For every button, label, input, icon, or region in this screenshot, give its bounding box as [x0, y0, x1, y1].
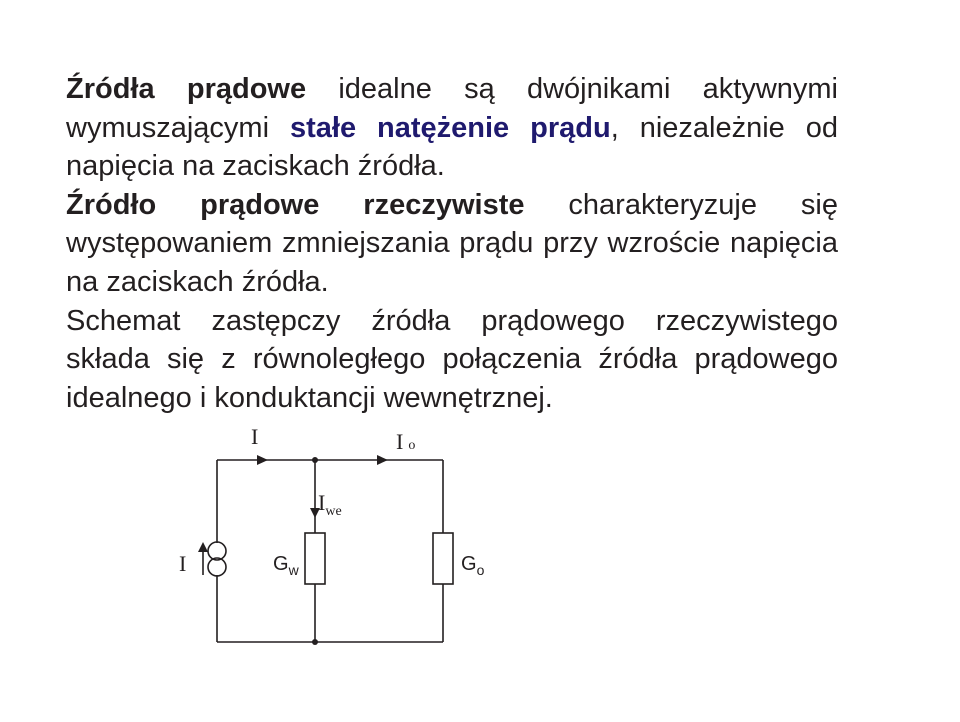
junction-top [312, 457, 318, 463]
arrow-current-i-top [257, 455, 268, 465]
label-conductance-gw [273, 553, 300, 578]
paragraph-1-text-a: idealne są dwójnikami aktywnymi wymuszającymi [66, 73, 838, 144]
arrow-source-head [198, 542, 208, 552]
label-go-main: G [461, 553, 477, 575]
resistor-go [433, 533, 453, 584]
bold-phrase-constant-current: stałe natężenie prądu [289, 111, 611, 144]
label-current-io-main: I [396, 429, 404, 454]
label-current-io [396, 429, 415, 454]
term-ideal-current-source: Źródła prądowe [66, 73, 307, 105]
resistor-gw [305, 533, 325, 584]
label-current-iwe-main: I [318, 490, 326, 515]
label-gw-main: G [273, 553, 289, 575]
junction-bottom [312, 639, 318, 645]
label-gw-sub: w [288, 562, 299, 578]
label-conductance-go [461, 553, 485, 578]
term-real-current-source: Źródło prądowe rzeczywiste [66, 188, 525, 221]
label-source-i: I [179, 551, 187, 576]
label-current-iwe [318, 490, 342, 519]
label-current-i-top: I [251, 424, 259, 449]
arrow-current-io [377, 455, 388, 465]
paragraph-2-text: charakteryzuje się występowaniem zmniejszania prądu przy wzroście napięcia na zaciskach źródła. [66, 188, 838, 298]
label-go-sub: o [476, 562, 485, 578]
label-current-iwe-sub: we [325, 504, 342, 519]
paragraph-3-text: Schemat zastępczy źródła prądowego rzeczywistego składa się z równoległego połączenia źródła prądowego idealnego i konduktancji wewnętrznej. [66, 304, 838, 414]
label-current-io-sub: o [408, 438, 416, 453]
paragraph-1-text-b: , niezależnie od napięcia na zaciskach źródła. [66, 111, 838, 183]
